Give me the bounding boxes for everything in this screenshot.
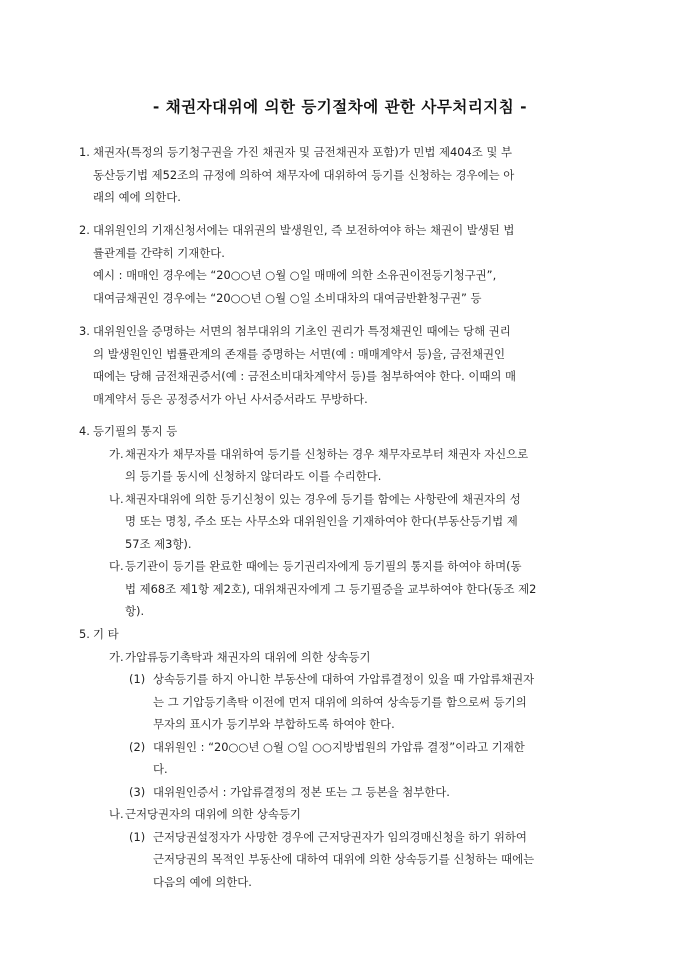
section-3-line: 매계약서 등은 공정증서가 아닌 사서증서라도 무방하다. bbox=[93, 391, 368, 406]
section-1-line: 래의 예에 의한다. bbox=[93, 190, 181, 204]
subsection-text: 명 또는 명칭, 주소 또는 사무소와 대위원인을 기재하여야 한다(부동산등기법 제 bbox=[125, 514, 518, 528]
section-number: 4. bbox=[79, 424, 90, 438]
item-text: 무자의 표시가 등기부와 부합하도록 하여야 한다. bbox=[153, 717, 395, 731]
section-2-line: 대위원인의 기재신청서에는 대위권의 발생원인, 즉 보전하여야 하는 채권이 발생된 법 bbox=[93, 223, 515, 237]
subsection-da bbox=[109, 555, 609, 623]
subsection-marker: 가. bbox=[109, 649, 124, 664]
item-text: 근저당권의 목적인 부동산에 대하여 대위에 의한 상속등기를 신청하는 때에는 bbox=[153, 852, 535, 866]
item-marker: (1) bbox=[129, 829, 146, 844]
section-4 bbox=[79, 420, 609, 623]
item-2 bbox=[129, 736, 609, 781]
subsection-ga bbox=[109, 443, 609, 488]
section-1-line: 채권자(특정의 등기청구권을 가진 채권자 및 금전채권자 포함)가 민법 제404조 및 부 bbox=[93, 145, 512, 159]
item-text: 근저당권설정자가 사망한 경우에 근저당권자가 임의경매신청을 하기 위하여 bbox=[153, 829, 527, 844]
subsection-text: 채권자가 채무자를 대위하여 등기를 신청하는 경우 채무자로부터 채권자 자신으로 bbox=[125, 446, 529, 461]
subsection-marker: 나. bbox=[109, 807, 124, 821]
page-title: - 채권자대위에 의한 등기절차에 관한 사무처리지침 - bbox=[152, 98, 528, 116]
section-number: 5. bbox=[79, 627, 90, 641]
subsection-heading: 근저당권자의 대위에 의한 상속등기 bbox=[125, 807, 301, 821]
subsection-text: 법 제68조 제1항 제2호), 대위채권자에게 그 등기필증을 교부하여야 한다(동조 제2 bbox=[125, 581, 537, 596]
section-3 bbox=[79, 320, 609, 410]
item-text: 상속등기를 하지 아니한 부동산에 대하여 가압류결정이 있을 때 가압류채권자 bbox=[153, 672, 535, 686]
item-text: 대위원인증서 : 가압류결정의 정본 또는 그 등본을 첨부한다. bbox=[153, 784, 450, 799]
subsection-text: 57조 제3항). bbox=[125, 536, 192, 551]
section-2-line: 예시 : 매매인 경우에는 “20○○년 ○월 ○일 매매에 의한 소유권이전등기청구권”, bbox=[93, 268, 497, 282]
section-1 bbox=[79, 141, 609, 209]
section-number: 3. bbox=[79, 324, 90, 338]
section-number: 2. bbox=[79, 223, 90, 237]
subsection-ga bbox=[109, 646, 609, 804]
item-text: 다. bbox=[153, 762, 168, 776]
section-number: 1. bbox=[79, 145, 90, 159]
subsection-marker: 다. bbox=[109, 559, 124, 573]
subsection-na bbox=[109, 488, 609, 556]
section-2-line: 률관계를 간략히 기재한다. bbox=[93, 245, 225, 260]
subsection-text: 의 등기를 동시에 신청하지 않더라도 이를 수리한다. bbox=[125, 469, 382, 483]
item-marker: (2) bbox=[129, 739, 146, 754]
subsection-heading: 가압류등기촉탁과 채권자의 대위에 의한 상속등기 bbox=[125, 649, 371, 664]
subsection-marker: 가. bbox=[109, 446, 124, 461]
section-5 bbox=[79, 623, 609, 893]
section-3-line: 대위원인을 증명하는 서면의 첨부대위의 기초인 권리가 특정채권인 때에는 당해 권리 bbox=[93, 324, 511, 338]
section-2-line: 대여금채권인 경우에는 “20○○년 ○월 ○일 소비대차의 대여금반환청구권” 등 bbox=[93, 290, 482, 305]
item-1 bbox=[129, 826, 609, 894]
item-1 bbox=[129, 668, 609, 736]
section-2 bbox=[79, 219, 609, 309]
subsection-text: 항). bbox=[125, 604, 145, 618]
item-text: 대위원인 : “20○○년 ○월 ○일 ○○지방법원의 가압류 결정”이라고 기재한 bbox=[153, 739, 525, 754]
subsection-marker: 나. bbox=[109, 491, 124, 506]
subsection-text: 등기관이 등기를 완료한 때에는 등기권리자에게 등기필의 통지를 하여야 하며(동 bbox=[125, 559, 522, 573]
subsection-text: 채권자대위에 의한 등기신청이 있는 경우에 등기를 함에는 사항란에 채권자의 성 bbox=[125, 491, 521, 506]
item-text: 는 그 기압등기촉탁 이전에 먼저 대위에 의하여 상속등기를 함으로써 등기의 bbox=[153, 694, 527, 709]
section-3-line: 때에는 당해 금전채권증서(예 : 금전소비대차계약서 등)를 첨부하여야 한다. 이때의 매 bbox=[93, 369, 517, 383]
item-3 bbox=[129, 781, 609, 804]
section-1-line: 동산등기법 제52조의 규정에 의하여 채무자에 대위하여 등기를 신청하는 경우에는 아 bbox=[93, 167, 515, 182]
section-4-heading: 등기필의 통지 등 bbox=[93, 424, 178, 438]
section-3-line: 의 발생원인인 법률관계의 존재를 증명하는 서면(예 : 매매계약서 등)을, 금전채권인 bbox=[93, 346, 506, 361]
item-marker: (3) bbox=[129, 784, 146, 799]
item-marker: (1) bbox=[129, 672, 146, 686]
item-text: 다음의 예에 의한다. bbox=[153, 874, 252, 889]
section-5-heading: 기 타 bbox=[93, 627, 119, 641]
subsection-na bbox=[109, 803, 609, 893]
